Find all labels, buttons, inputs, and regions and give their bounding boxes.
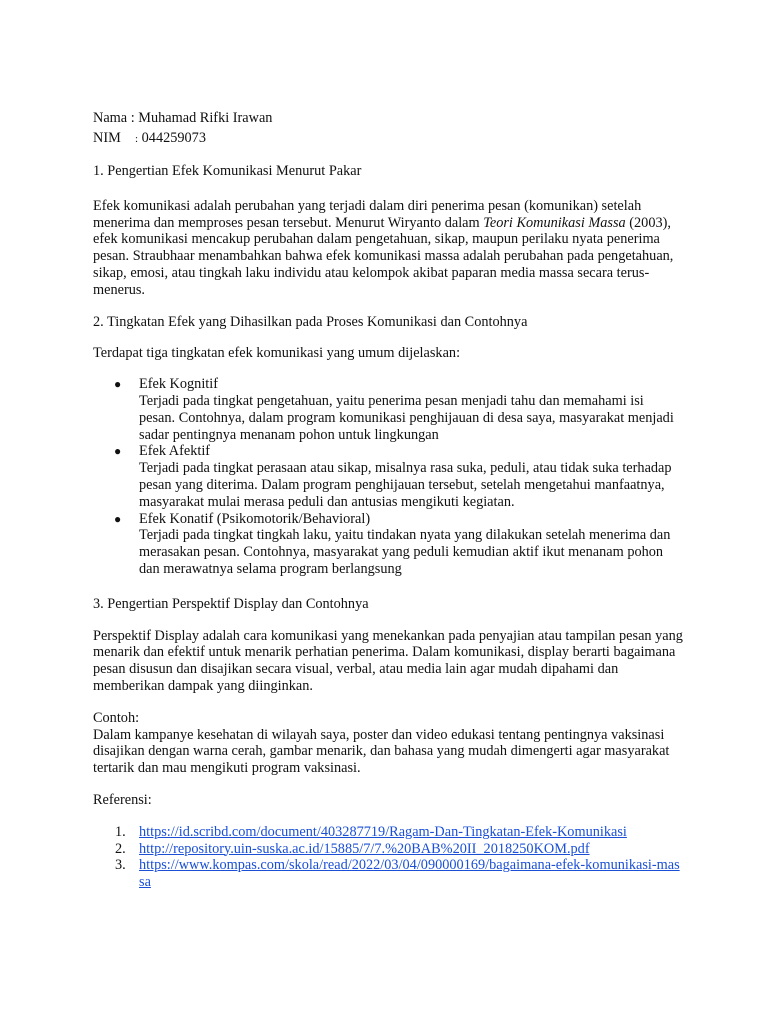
list-item-konatif (93, 511, 683, 578)
effect-levels-list (93, 376, 683, 578)
example-label: Contoh: (93, 709, 140, 726)
example-text: Dalam kampanye kesehatan di wilayah saya, poster dan video edukasi tentang pentingnya vaksinasi disajikan dengan warna cerah, gambar menarik, dan bahasa yang mudah dimengerti agar masyarakat tertarik dan mau mengikuti program vaksinasi. (93, 726, 670, 777)
references-list (93, 824, 683, 891)
reference-number: 2. (115, 840, 126, 857)
name-line: Nama : Muhamad Rifki Irawan (93, 110, 273, 126)
reference-number: 3. (115, 857, 126, 874)
bullet-icon: ● (114, 444, 122, 459)
nim-line (93, 129, 683, 149)
list-item-title: Efek Konatif (Psikomotorik/Behavioral) (139, 510, 371, 527)
reference-item (93, 857, 683, 891)
nim-separator: : (135, 133, 139, 145)
list-item-description: Terjadi pada tingkat perasaan atau sikap, misalnya rasa suka, peduli, atau tidak suka terhadap pesan yang diterima. Dalam program penghijauan tersebut, setelah mengetahui manfaatnya, masyarakat mulai merasa peduli dan antusias mengikuti kegiatan. (139, 460, 672, 510)
reference-link[interactable]: http://repository.uin-suska.ac.id/15885/7/7.%20BAB%20II_2018250KOM.pdf (139, 840, 590, 857)
section-2-intro: Terdapat tiga tingkatan efek komunikasi yang umum dijelaskan: (93, 345, 461, 362)
list-item-description: Terjadi pada tingkat pengetahuan, yaitu penerima pesan menjadi tahu dan memahami isi pesan. Contohnya, dalam program komunikasi penghijauan di desa saya, masyarakat menjadi sadar pentingnya menanam pohon untuk lingkungan (139, 392, 674, 443)
list-item-description: Terjadi pada tingkat tingkah laku, yaitu tindakan nyata yang dilakukan setelah menerima dan merasakan pesan. Contohnya, masyarakat yang peduli kemudian aktif ikut menanam pohon dan merawatnya selama program berlangsung (139, 527, 671, 577)
book-title: Teori Komunikasi Massa (483, 214, 626, 231)
reference-number: 1. (115, 823, 126, 840)
nim-value: 044259073 (141, 130, 206, 146)
nim-label: NIM (93, 130, 121, 146)
reference-item (93, 841, 683, 858)
reference-link[interactable]: https://id.scribd.com/document/403287719/Ragam-Dan-Tingkatan-Efek-Komunikasi (139, 823, 627, 840)
section-1-paragraph (93, 198, 683, 299)
section-3-heading: 3. Pengertian Perspektif Display dan Contohnya (93, 595, 369, 612)
reference-item (93, 824, 683, 841)
reference-link[interactable]: https://www.kompas.com/skola/read/2022/03/04/090000169/bagaimana-efek-komunikasi-massa (139, 857, 680, 891)
document-body (93, 109, 683, 891)
list-item-title: Efek Kognitif (139, 376, 219, 393)
bullet-icon: ● (114, 377, 122, 392)
references-heading: Referensi: (93, 791, 152, 808)
bullet-icon: ● (114, 511, 122, 526)
section-1-heading: 1. Pengertian Efek Komunikasi Menurut Pakar (93, 163, 362, 179)
section-1-text-a: Efek komunikasi adalah perubahan yang terjadi dalam diri penerima pesan (komunikan) setelah menerima dan memproses pesan tersebut. Menurut Wiryanto dalam (93, 197, 642, 231)
section-1-text-b: (2003), efek komunikasi mencakup perubahan dalam pengetahuan, sikap, maupun perilaku nyata penerima pesan. Straubhaar menambahkan bahwa efek komunikasi massa adalah perubahan pada pengetahuan, sikap, emosi, atau tingkah laku individu atau kelompok akibat paparan media massa secara terus-menerus. (93, 214, 674, 298)
list-item-title: Efek Afektif (139, 443, 211, 460)
section-3-paragraph: Perspektif Display adalah cara komunikasi yang menekankan pada penyajian atau tampilan pesan yang menarik dan efektif untuk menarik perhatian penerima. Dalam komunikasi, display berarti bagaimana pesan disusun dan disajikan secara visual, verbal, atau media lain agar mudah dipahami dan memberikan dampak yang diinginkan. (93, 627, 683, 694)
section-2-heading: 2. Tingkatan Efek yang Dihasilkan pada Proses Komunikasi dan Contohnya (93, 313, 528, 330)
list-item-kognitif (93, 376, 683, 443)
list-item-afektif (93, 443, 683, 510)
